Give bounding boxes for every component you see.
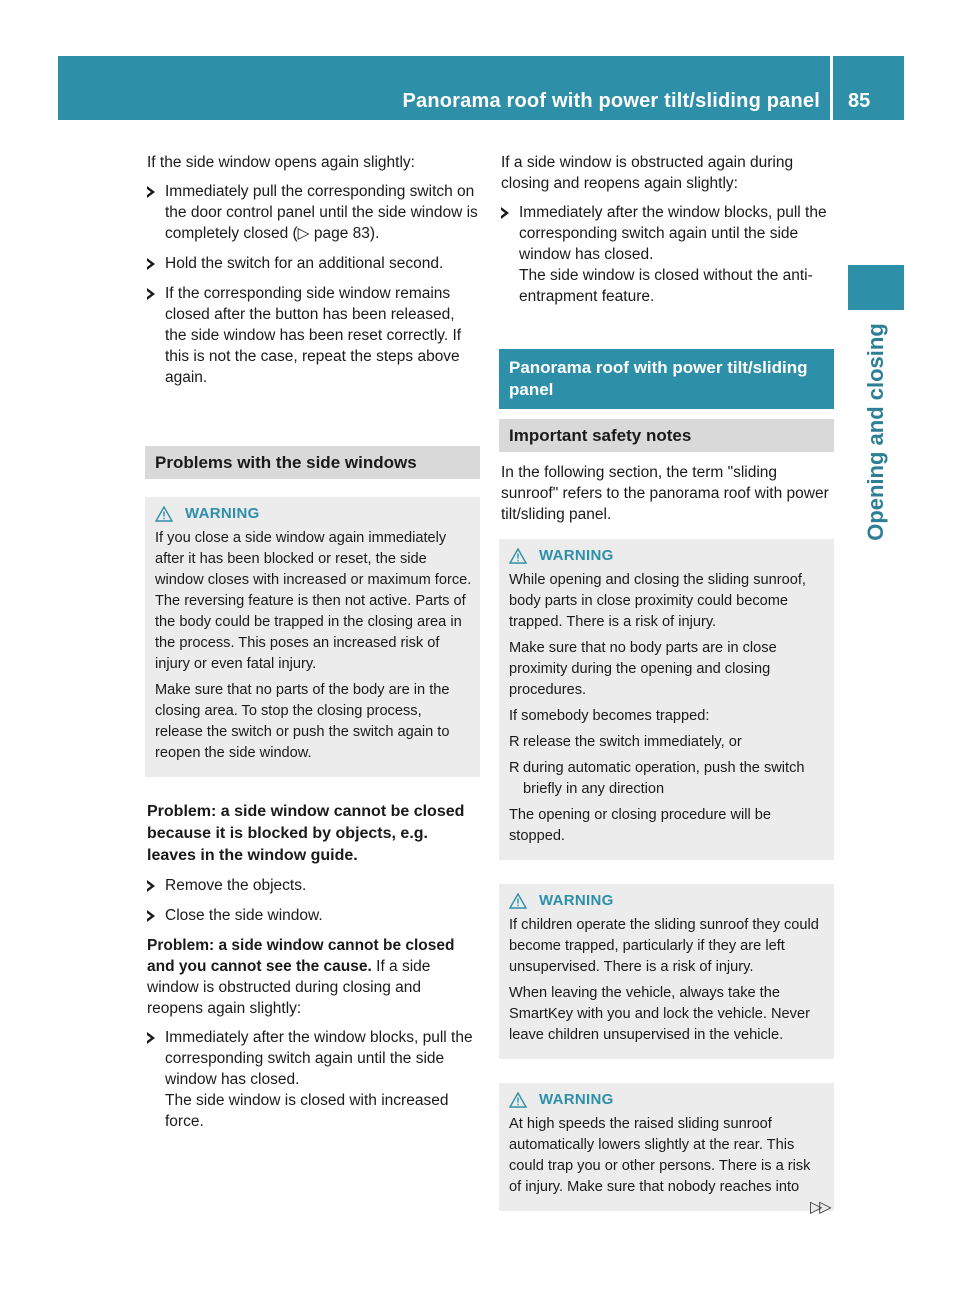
- bullet-item: R during automatic operation, push the switch briefly in any direction: [509, 760, 805, 797]
- warning-label: WARNING: [539, 547, 614, 564]
- warning-text: If somebody becomes trapped:: [509, 708, 710, 724]
- instruction-step: Remove the objects.: [147, 875, 480, 896]
- page-title: Panorama roof with power tilt/sliding panel: [402, 90, 820, 112]
- warning-label: WARNING: [539, 892, 614, 909]
- safety-intro: In the following section, the term "sliding sunroof" refers to the panorama roof with power tilt/sliding panel.: [501, 464, 829, 523]
- instruction-step: Hold the switch for an additional second.: [147, 253, 480, 274]
- warning-text: If children operate the sliding sunroof they could become trapped, particularly if they are left unsupervised. There is a risk of injury.: [509, 917, 819, 975]
- instruction-step: Immediately after the window blocks, pull the corresponding switch again until the side window has closed. The side window is closed without the anti-entrapment feature.: [501, 202, 834, 307]
- warning-label: WARNING: [185, 505, 260, 522]
- bullet-icon: R: [509, 760, 520, 776]
- warning-text: Make sure that no body parts are in close proximity during the opening and closing procedures.: [509, 640, 777, 698]
- instruction-step: Close the side window.: [147, 905, 480, 926]
- arrow-icon: [147, 910, 155, 922]
- arrow-icon: [147, 880, 155, 892]
- arrow-icon: [147, 258, 155, 270]
- section-heading-panorama-roof: Panorama roof with power tilt/sliding panel: [499, 349, 834, 409]
- warning-header: [155, 503, 472, 524]
- warning-triangle-icon: [155, 506, 173, 522]
- chapter-label: Opening and closing: [863, 323, 888, 541]
- instruction-step: Immediately after the window blocks, pull the corresponding switch again until the side window has closed. The side window is closed with increased force.: [147, 1027, 480, 1132]
- warning-text: At high speeds the raised sliding sunroof automatically lowers slightly at the rear. This could trap you or other persons. There is a risk of injury. Make sure that nobody reaches into: [509, 1116, 811, 1195]
- warning-text: Make sure that no parts of the body are in the closing area. To stop the closing process, release the switch or push the switch again to reopen the side window.: [155, 682, 450, 761]
- warning-header: [509, 545, 826, 566]
- chapter-tab: [848, 265, 904, 310]
- warning-box: [499, 539, 834, 860]
- instruction-step: If the corresponding side window remains closed after the button has been released, the side window has been reset correctly. If this is not the case, repeat the steps above again.: [147, 283, 480, 388]
- section-heading-problems: Problems with the side windows: [145, 446, 480, 479]
- header-divider: [830, 56, 833, 120]
- warning-box: [499, 1083, 834, 1211]
- instruction-step: Immediately pull the corresponding switch on the door control panel until the side window is completely closed (▷ page 83).: [147, 181, 480, 244]
- warning-triangle-icon: [509, 548, 527, 564]
- bullet-icon: R: [509, 734, 520, 750]
- warning-box: [499, 884, 834, 1059]
- warning-box: [145, 497, 480, 777]
- problem-heading: Problem: a side window cannot be closed because it is blocked by objects, e.g. leaves in the window guide.: [147, 803, 465, 864]
- page-number: 85: [848, 90, 871, 112]
- warning-text: When leaving the vehicle, always take the SmartKey with you and lock the vehicle. Never leave children unsupervised in the vehicle.: [509, 985, 810, 1043]
- arrow-icon: [147, 1032, 155, 1044]
- right-intro: If a side window is obstructed again during closing and reopens again slightly:: [501, 154, 794, 192]
- warning-header: [509, 1089, 826, 1110]
- arrow-icon: [501, 207, 509, 219]
- problem-paragraph: Problem: a side window cannot be closed and you cannot see the cause. If a side window is obstructed during closing and reopens again slightly:: [147, 937, 455, 1017]
- right-column: [501, 152, 834, 1235]
- warning-text: If you close a side window again immediately after it has been blocked or reset, the side window closes with increased or maximum force. The reversing feature is then not active. Parts of the body could be trapped in the closing area in the process. This poses an increased risk of injury or even fatal injury.: [155, 530, 472, 672]
- arrow-icon: [147, 186, 155, 198]
- warning-text: While opening and closing the sliding sunroof, body parts in close proximity could become trapped. There is a risk of injury.: [509, 572, 806, 630]
- subsection-heading-safety: Important safety notes: [499, 419, 834, 452]
- warning-text: The opening or closing procedure will be stopped.: [509, 807, 772, 844]
- arrow-icon: [147, 288, 155, 300]
- warning-header: [509, 890, 826, 911]
- bullet-item: R release the switch immediately, or: [509, 732, 826, 753]
- warning-triangle-icon: [509, 1092, 527, 1108]
- left-intro: If the side window opens again slightly:: [147, 154, 415, 171]
- left-column: [147, 152, 480, 1141]
- warning-label: WARNING: [539, 1091, 614, 1108]
- continue-icon: ▷▷: [810, 1199, 829, 1216]
- warning-triangle-icon: [509, 893, 527, 909]
